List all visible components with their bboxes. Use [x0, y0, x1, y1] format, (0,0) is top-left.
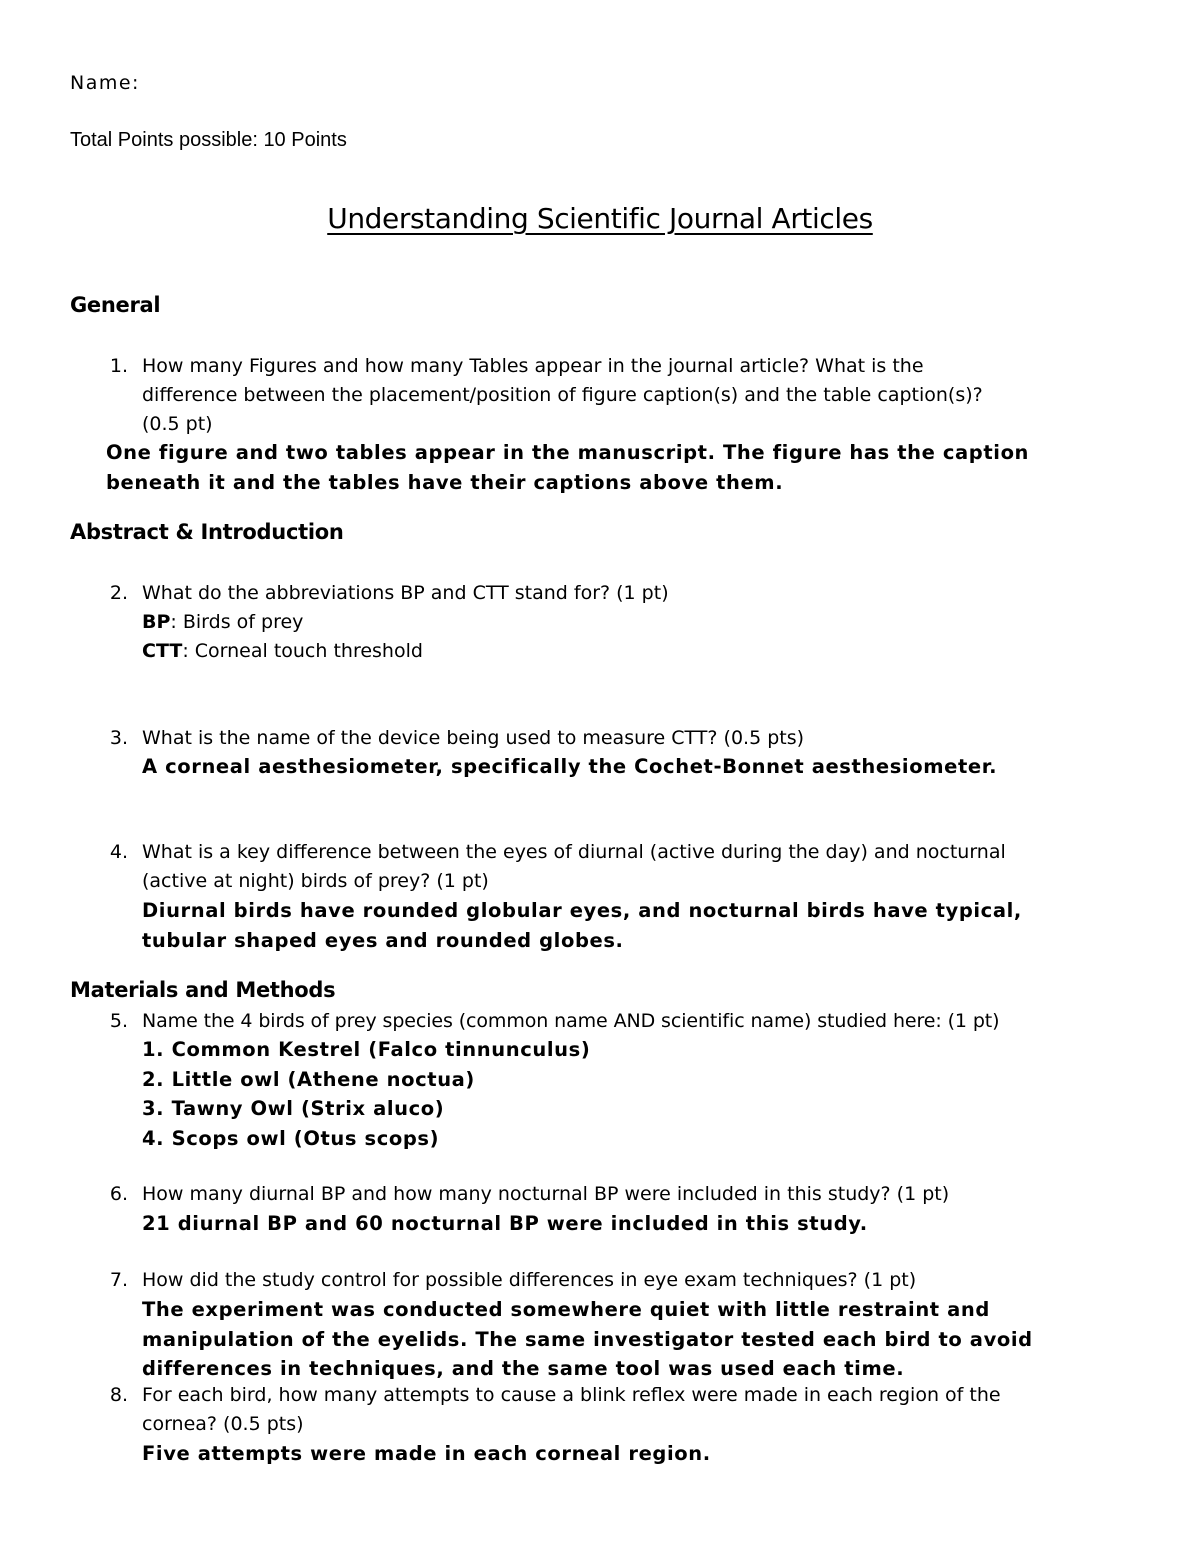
species-item: 3. Tawny Owl (Strix aluco) — [142, 1097, 445, 1120]
q4-answer-line: Diurnal birds have rounded globular eyes, and nocturnal birds have typical, — [142, 899, 1022, 922]
q8-answer: Five attempts were made in each corneal region. — [142, 1442, 711, 1465]
ctt-value: : Corneal touch threshold — [182, 640, 423, 662]
q4-line: What is a key difference between the eyes of diurnal (active during the day) and nocturnal — [142, 841, 1006, 863]
q2-answer-bp — [142, 608, 303, 637]
q1-answer — [106, 438, 1029, 497]
q8-question — [142, 1381, 1001, 1439]
section-abstract-introduction: Abstract & Introduction — [70, 520, 344, 544]
bp-label: BP — [142, 611, 171, 633]
page-title: Understanding Scientific Journal Articles — [327, 202, 873, 235]
q7-answer-line: manipulation of the eyelids. The same investigator tested each bird to avoid — [142, 1327, 1033, 1351]
q4-question — [142, 838, 1006, 896]
q6-question: How many diurnal BP and how many nocturnal BP were included in this study? (1 pt) — [142, 1183, 950, 1205]
q8-line: For each bird, how many attempts to cause a blink reflex were made in each region of the — [142, 1384, 1001, 1406]
q1-line: How many Figures and how many Tables appear in the journal article? What is the — [142, 355, 924, 377]
q5-question: Name the 4 birds of prey species (common name AND scientific name) studied here: (1 pt) — [142, 1010, 1000, 1032]
q7-answer-line: The experiment was conducted somewhere quiet with little restraint and — [142, 1298, 990, 1321]
q7-answer — [142, 1295, 1033, 1384]
q2-number: 2. — [109, 582, 128, 604]
species-item: 2. Little owl (Athene noctua) — [142, 1067, 475, 1091]
species-item: 1. Common Kestrel (Falco tinnunculus) — [142, 1038, 591, 1061]
q1-answer-line: beneath it and the tables have their captions above them. — [106, 470, 784, 494]
q1-line: difference between the placement/position of figure caption(s) and the table caption(s)? — [142, 384, 983, 406]
q1-question — [142, 352, 983, 439]
q5-number: 5. — [109, 1010, 128, 1032]
q7-question: How did the study control for possible differences in eye exam techniques? (1 pt) — [142, 1269, 917, 1291]
q3-answer: A corneal aesthesiometer, specifically the Cochet-Bonnet aesthesiometer. — [142, 755, 998, 778]
q4-number: 4. — [109, 841, 128, 863]
q2-answer-ctt — [142, 637, 423, 666]
section-materials-methods: Materials and Methods — [70, 978, 336, 1002]
q6-number: 6. — [109, 1183, 128, 1205]
q7-answer-line: differences in techniques, and the same tool was used each time. — [142, 1357, 905, 1380]
section-general: General — [70, 293, 161, 317]
q4-answer — [142, 896, 1022, 955]
q2-question: What do the abbreviations BP and CTT stand for? (1 pt) — [142, 582, 669, 604]
q4-answer-line: tubular shaped eyes and rounded globes. — [142, 928, 624, 952]
bp-value: : Birds of prey — [170, 611, 304, 633]
q1-number: 1. — [109, 355, 128, 377]
q6-answer: 21 diurnal BP and 60 nocturnal BP were included in this study. — [142, 1212, 868, 1235]
name-label: Name: — [70, 72, 140, 94]
q8-number: 8. — [109, 1384, 128, 1406]
q3-question: What is the name of the device being used to measure CTT? (0.5 pts) — [142, 727, 805, 749]
total-points: Total Points possible: 10 Points — [70, 129, 347, 151]
ctt-label: CTT — [142, 640, 183, 662]
q3-number: 3. — [109, 727, 128, 749]
q4-line: (active at night) birds of prey? (1 pt) — [142, 870, 489, 892]
q5-answers — [142, 1035, 590, 1153]
species-item: 4. Scops owl (Otus scops) — [142, 1126, 440, 1150]
q7-number: 7. — [109, 1269, 128, 1291]
q1-line: (0.5 pt) — [142, 413, 213, 435]
q8-line: cornea? (0.5 pts) — [142, 1413, 304, 1435]
q1-answer-line: One figure and two tables appear in the manuscript. The figure has the caption — [106, 441, 1030, 464]
